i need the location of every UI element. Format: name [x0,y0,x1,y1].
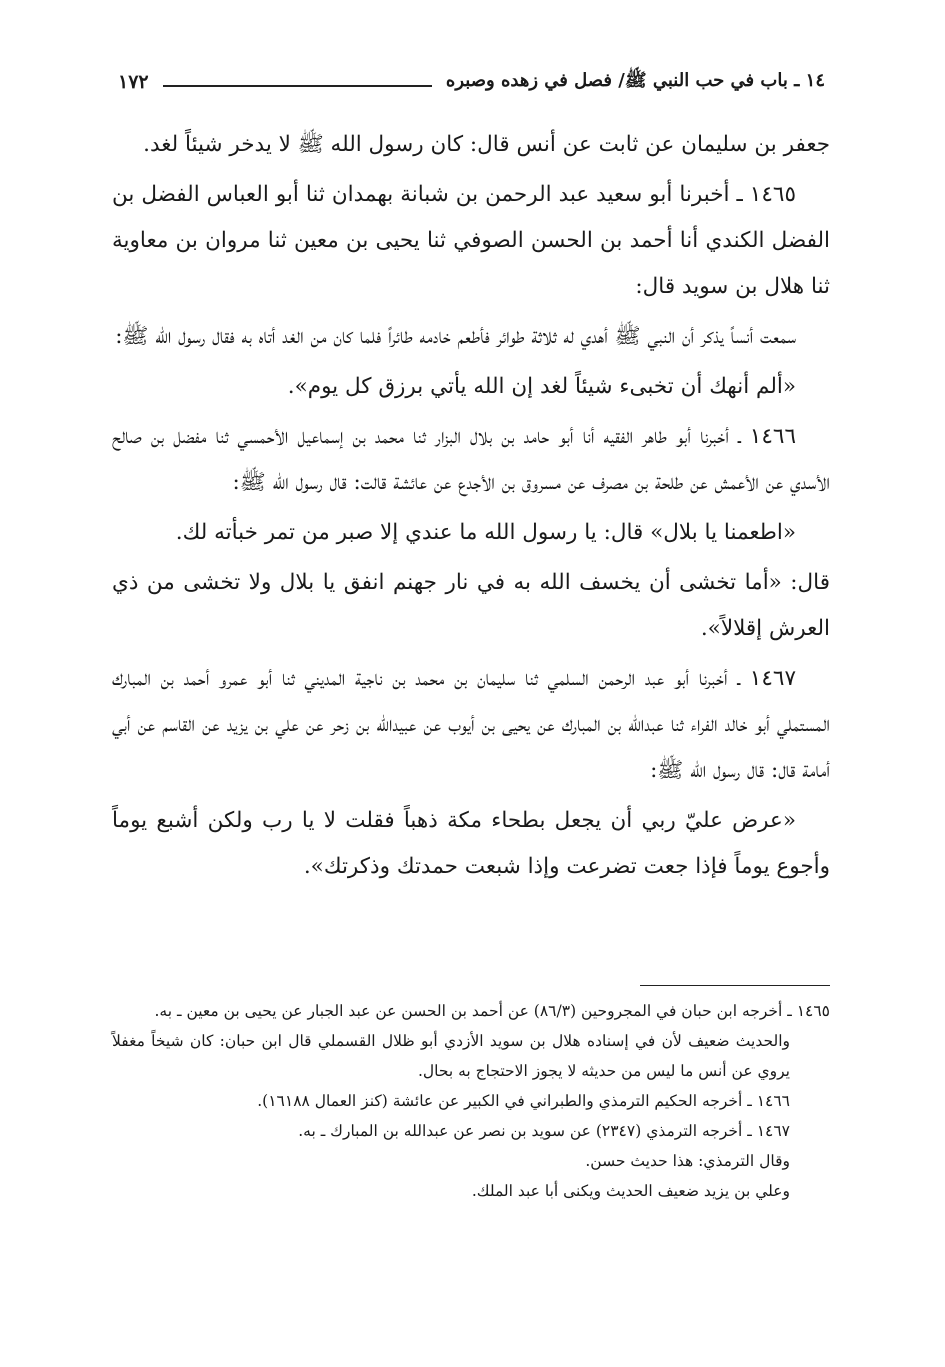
hadith-1466-quote: «اطعمنا يا بلال» قال: يا رسول الله ما عندي إلا صبر من تمر خبأته لك. [175,520,796,545]
hadith-1466-reply: قال: «أما تخشى أن يخسف الله به في نار جهنم انفق يا بلال ولا تخشى من ذي العرش إقلالاً». [112,570,830,641]
hadith-1466-isnad: ١٤٦٦ ـ أخبرنا أبو طاهر الفقيه أنا أبو حامد بن بلال البزار ثنا محمد بن إسماعيل الأحمسي ثنا مفضل بن صالح الأسدي عن الأعمش عن طلحة بن مصرف عن مسروق بن الأجدع عن عائشة قالت: قال رسول الله ﷺ: [112,424,830,495]
footnote-1465-comment: والحديث ضعيف لأن في إسناده هلال بن سويد الأزدي أبو ظلال القسملي قال ابن حبان: كان شيخاً مغفلاً يروي عن أنس ما ليس من حديثه لا يجوز الاحتجاج به بحال. [112,1032,790,1080]
footnote-1467-narrator: وعلي بن يزيد ضعيف الحديث ويكنى أبا عبد الملك. [471,1182,790,1200]
paragraph-continuation: جعفر بن سليمان عن ثابت عن أنس قال: كان رسول الله ﷺ لا يدخر شيئاً لغد. [143,132,830,157]
hadith-1467-isnad: ١٤٦٧ ـ أخبرنا أبو عبد الرحمن السلمي ثنا سليمان بن محمد بن ناجية المديني ثنا أبو عمرو أحمد بن المبارك المستملي أبو خالد الفراء ثنا عبدالله بن المبارك عن يحيى بن أيوب عن عبيدالله بن زحر عن علي بن يزيد عن القاسم عن أبي أمامة قال: قال رسول الله ﷺ: [112,666,830,783]
footnote-1465: ١٤٦٥ ـ أخرجه ابن حبان في المجروحين (٨٦/٣) عن أحمد بن الحسن عن عبد الجبار عن يحيى بن معين ـ به. [154,1002,830,1020]
footnotes [112,996,830,1206]
footnote-1467: ١٤٦٧ ـ أخرجه الترمذي (٢٣٤٧) عن سويد بن نصر عن عبدالله بن المبارك ـ به. [298,1122,790,1140]
hadith-1465-quote: «ألم أنهك أن تخبىء شيئاً لغد إن الله يأتي برزق كل يوم». [287,374,796,399]
footnote-1467-grading: وقال الترمذي: هذا حديث حسن. [585,1152,790,1170]
main-text [112,122,830,894]
footnote-divider [640,985,830,986]
page-header [118,62,825,102]
running-title: ١٤ ـ باب في حب النبي ﷺ/ فصل في زهده وصبره [445,70,825,91]
footnote-1466: ١٤٦٦ ـ أخرجه الحكيم الترمذي والطبراني في الكبير عن عائشة (كنز العمال ١٦١٨٨). [257,1092,790,1110]
hadith-1467-quote: «عرض عليّ ربي أن يجعل بطحاء مكة ذهباً فقلت لا يا رب ولكن أشبع يوماً وأجوع يوماً فإذا جعت تضرعت وإذا شبعت حمدتك وذكرتك». [112,808,830,879]
hadith-1465-text: سمعت أنساً يذكر أن النبي ﷺ أهدي له ثلاثة طوائر فأطعم خادمه طائراً فلما كان من الغد أتاه به فقال رسول الله ﷺ: [115,324,796,349]
page-number: ١٧٢ [118,71,149,93]
header-rule [163,85,432,87]
hadith-1465-isnad: ١٤٦٥ ـ أخبرنا أبو سعيد عبد الرحمن بن شبانة بهمدان ثنا أبو العباس الفضل بن الفضل الكندي أنا أحمد بن الحسن الصوفي ثنا يحيى بن معين ثنا مروان بن معاوية ثنا هلال بن سويد قال: [112,182,830,299]
